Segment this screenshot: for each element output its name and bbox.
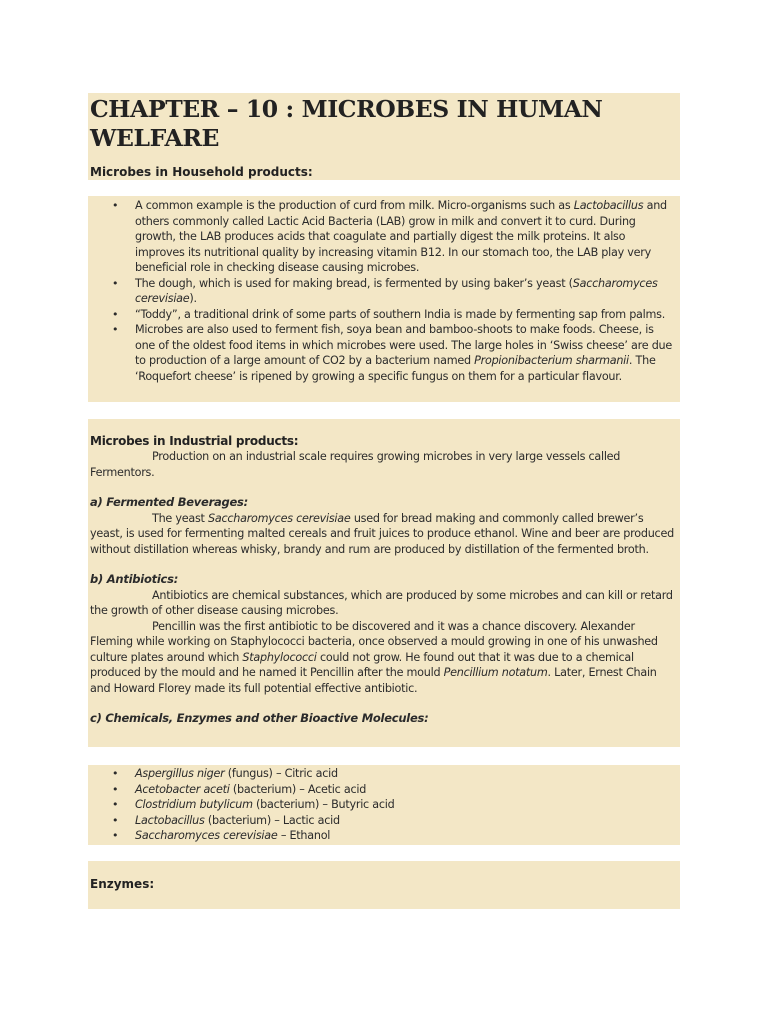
enzymes-section [88, 861, 680, 909]
list-item: • Lactobacillus (bacterium) – Lactic acid [88, 813, 676, 829]
list-item: • A common example is the production of curd from milk. Micro-organisms such as Lactobacillus and others commonly called Lactic Acid Bacteria (LAB) grow in milk and convert it to curd. During growth, the LAB produces acids that coagulate and partially digest the milk proteins. It also improves its nutritional quality by increasing vitamin B12. In our stomach too, the LAB play very beneficial role in checking disease causing microbes. [88, 198, 676, 276]
list-item: • Saccharomyces cerevisiae – Ethanol [88, 828, 676, 844]
list-item: • Aspergillus niger (fungus) – Citric acid [88, 766, 676, 782]
list-item: • Clostridium butylicum (bacterium) – Butyric acid [88, 797, 676, 813]
antibiotics-heading: b) Antibiotics: [90, 572, 179, 586]
household-list-block [88, 196, 680, 402]
chemicals-list-block [88, 765, 680, 845]
chapter-header [88, 93, 680, 180]
fermented-beverages-heading: a) Fermented Beverages: [90, 495, 248, 509]
household-heading: Microbes in Household products: [90, 165, 313, 179]
list-item: • “Toddy”, a traditional drink of some parts of southern India is made by fermenting sap from palms. [88, 307, 676, 323]
antibiotics-text-1: Antibiotics are chemical substances, which are produced by some microbes and can kill or retard the growth of other disease causing microbes. [90, 588, 673, 617]
industrial-section [88, 419, 680, 747]
chemicals-list [88, 766, 676, 844]
list-item: • Acetobacter aceti (bacterium) – Acetic acid [88, 782, 676, 798]
list-item: • Microbes are also used to ferment fish, soya bean and bamboo-shoots to make foods. Cheese, is one of the oldest food items in which microbes were used. The large holes in ‘Swiss cheese’ are due to production of a large amount of CO2 by a bacterium named Propionibacterium sharmanii. The ‘Roquefort cheese’ is ripened by growing a specific fungus on them for a particular flavour. [88, 322, 676, 384]
industrial-heading: Microbes in Industrial products: [90, 434, 299, 448]
list-item: • The dough, which is used for making bread, is fermented by using baker’s yeast (Saccharomyces cerevisiae). [88, 276, 676, 307]
enzymes-heading: Enzymes: [90, 877, 155, 891]
chapter-title: CHAPTER – 10 : MICROBES IN HUMAN WELFARE [90, 95, 603, 152]
household-list [88, 198, 676, 384]
chemicals-heading: c) Chemicals, Enzymes and other Bioactive Molecules: [90, 711, 429, 725]
industrial-intro: Production on an industrial scale requires growing microbes in very large vessels called Fermentors. [90, 450, 621, 479]
fermented-beverages-text: The yeast Saccharomyces cerevisiae used for bread making and commonly called brewer’s yeast, is used for fermenting malted cereals and fruit juices to produce ethanol. Wine and beer are produced without distillation whereas whisky, brandy and rum are produced by distillation of the fermented broth. [90, 511, 674, 556]
antibiotics-text-2: Pencillin was the first antibiotic to be discovered and it was a chance discovery. Alexander Fleming while working on Staphylococci bacteria, once observed a mould growing in one of his unwashed culture plates around which Staphylococci could not grow. He found out that it was due to a chemical produced by the mould and he named it Pencillin after the mould Pencillium notatum. Later, Ernest Chain and Howard Florey made its full potential effective antibiotic. [90, 619, 658, 695]
